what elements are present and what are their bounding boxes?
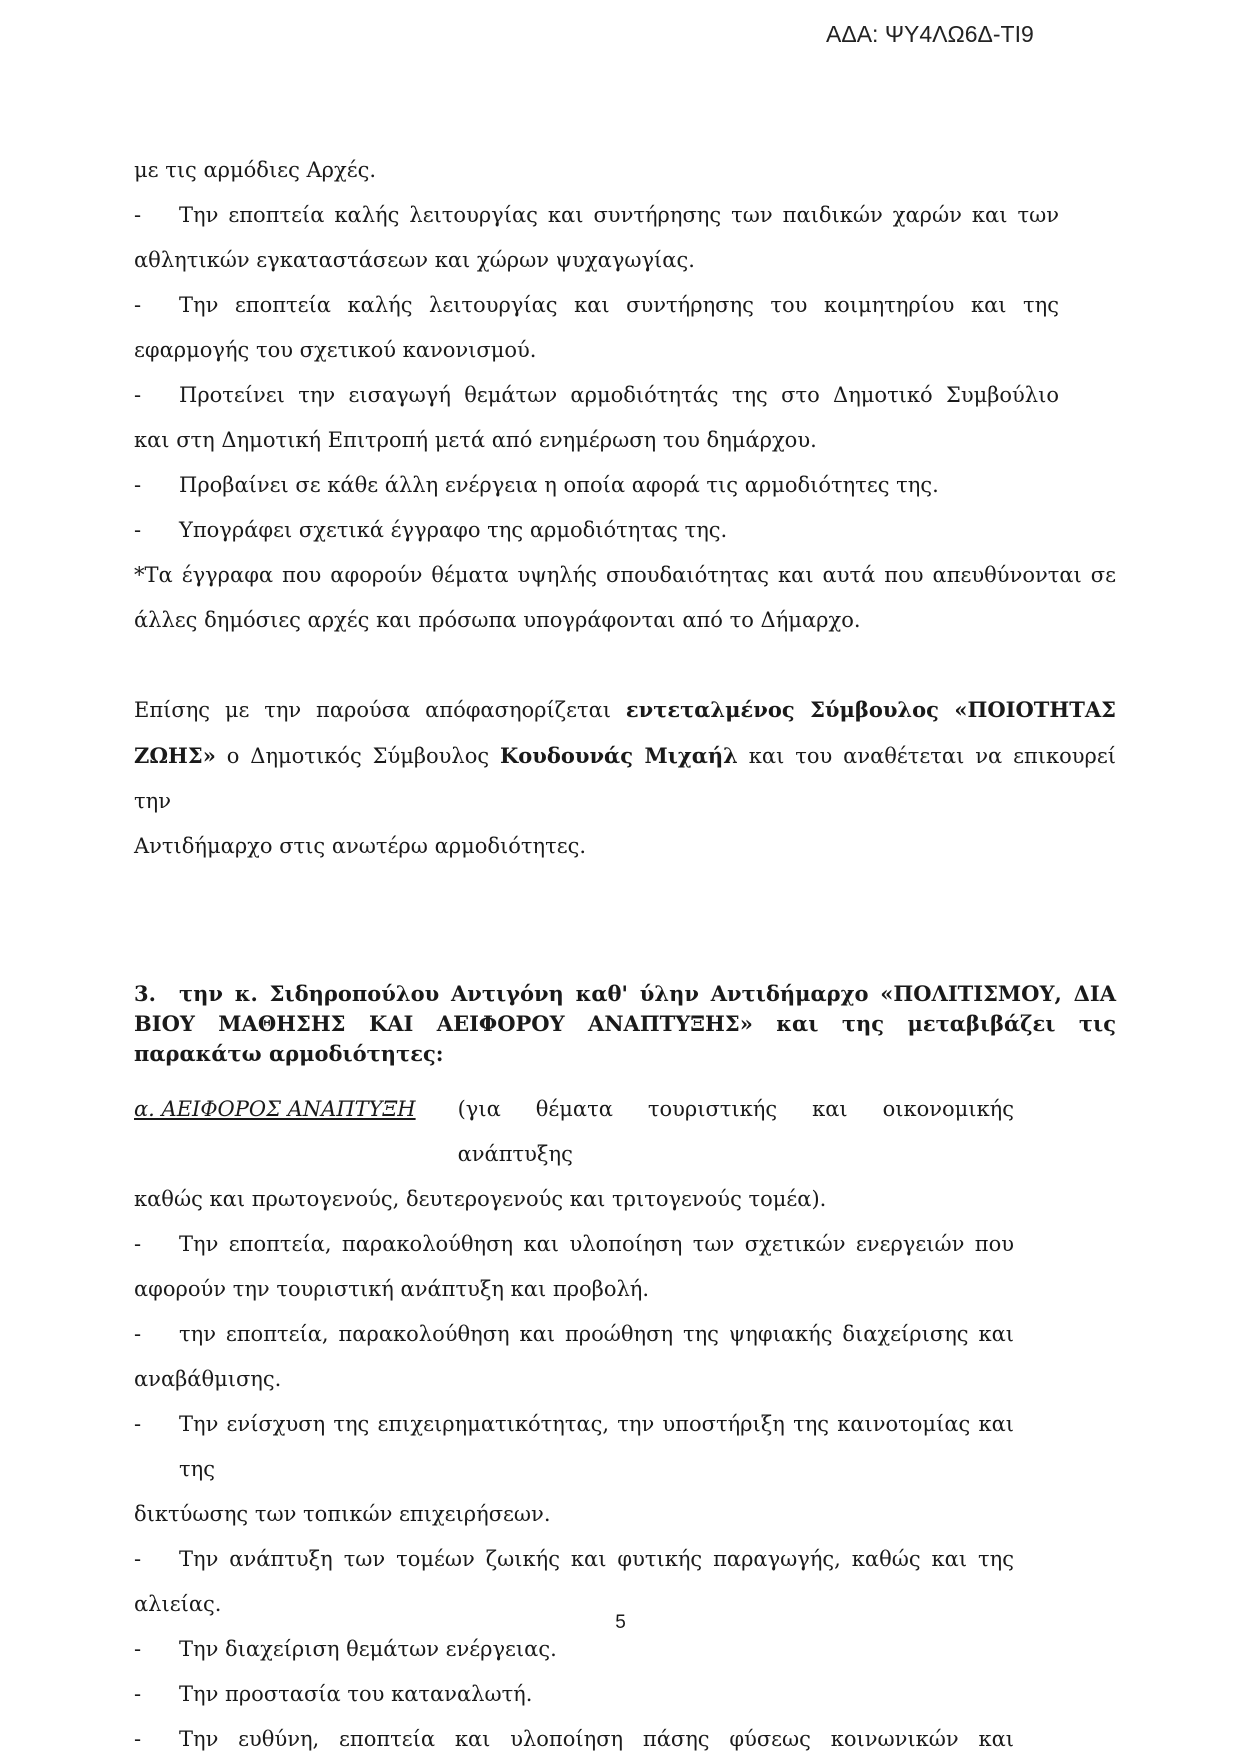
list-item	[134, 373, 1116, 418]
list-item-text: Την εποπτεία, παρακολούθηση και υλοποίηση των σχετικών ενεργειών που	[179, 1232, 1014, 1256]
heading-line	[134, 979, 1116, 1009]
list-item-text: Την ευθύνη, εποπτεία και υλοποίηση πάσης φύσεως κοινωνικών και	[179, 1727, 1014, 1751]
list-item	[134, 508, 1116, 553]
subsection-line	[134, 1087, 1014, 1177]
section-number: 3.	[134, 981, 156, 1006]
list-item	[134, 1537, 1116, 1582]
list-item	[134, 193, 1116, 238]
bold-text: ΖΩΗΣ»	[134, 743, 216, 768]
text-line: αλιείας.	[134, 1592, 222, 1616]
dash-marker: -	[134, 1682, 142, 1706]
list-item	[134, 1717, 1116, 1762]
delegation-paragraph-line	[134, 733, 1116, 824]
list-item-text: Την διαχείριση θεμάτων ενέργειας.	[179, 1637, 557, 1661]
plain-text: Επίσης με την παρούσα απόφασηορίζεται	[134, 698, 626, 722]
list-item	[134, 1672, 1116, 1717]
dash-marker: -	[134, 203, 142, 227]
dash-marker: -	[134, 1637, 142, 1661]
list-item	[134, 283, 1116, 328]
delegation-paragraph-line: Αντιδήμαρχο στις ανωτέρω αρμοδιότητες.	[134, 834, 587, 858]
list-item-text: Την ενίσχυση της επιχειρηματικότητας, την υποστήριξη της καινοτομίας και της	[179, 1412, 1014, 1481]
dash-marker: -	[134, 1412, 142, 1436]
text-line: αθλητικών εγκαταστάσεων και χώρων ψυχαγωγίας.	[134, 248, 695, 272]
list-item-text: Προτείνει την εισαγωγή θεμάτων αρμοδιότητάς της στο Δημοτικό Συμβούλιο	[179, 383, 1059, 407]
footnote-line: άλλες δημόσιες αρχές και πρόσωπα υπογράφονται από το Δήμαρχο.	[134, 608, 861, 632]
list-item	[134, 463, 1116, 508]
footnote-line: *Τα έγγραφα που αφορούν θέματα υψηλής σπουδαιότητας και αυτά που απευθύνονται σε	[134, 563, 1116, 587]
text-line: αφορούν την τουριστική ανάπτυξη και προβολή.	[134, 1277, 650, 1301]
ada-code: ΑΔΑ: ΨΥ4ΛΩ6Δ-ΤΙ9	[826, 21, 1034, 47]
list-item-text: την εποπτεία, παρακολούθηση και προώθηση της ψηφιακής διαχείρισης και	[179, 1322, 1014, 1346]
heading-line: ΒΙΟΥ ΜΑΘΗΣΗΣ ΚΑΙ ΑΕΙΦΟΡΟΥ ΑΝΑΠΤΥΞΗΣ» και της μεταβιβάζει τις	[134, 1011, 1116, 1036]
bold-text: εντεταλμένος Σύμβουλος «ΠΟΙΟΤΗΤΑΣ	[625, 697, 1116, 722]
dash-marker: -	[134, 1547, 142, 1571]
councillor-name: Κουδουνάς Μιχαήλ	[500, 743, 738, 768]
page-number: 5	[615, 1612, 626, 1633]
list-item	[134, 1402, 1116, 1492]
plain-text: και του αναθέτεται να επικουρεί την	[134, 744, 1116, 813]
list-item-text: Την εποπτεία καλής λειτουργίας και συντήρησης των παιδικών χαρών και των	[179, 203, 1059, 227]
text-line: αναβάθμισης.	[134, 1367, 282, 1391]
list-item-text: Την προστασία του καταναλωτή.	[179, 1682, 533, 1706]
dash-marker: -	[134, 1727, 142, 1751]
text-line: καθώς και πρωτογενούς, δευτερογενούς και τριτογενούς τομέα).	[134, 1187, 827, 1211]
dash-marker: -	[134, 473, 142, 497]
list-item-text: Την εποπτεία καλής λειτουργίας και συντήρησης του κοιμητηρίου και της	[179, 293, 1059, 317]
list-item-text: Υπογράφει σχετικά έγγραφο της αρμοδιότητας της.	[179, 518, 728, 542]
plain-text: ο Δημοτικός Σύμβουλος	[215, 744, 501, 768]
list-item-text: Προβαίνει σε κάθε άλλη ενέργεια η οποία αφορά τις αρμοδιότητες της.	[179, 473, 939, 497]
delegation-paragraph-line	[134, 687, 1116, 733]
subsection-description: (για θέματα τουριστικής και οικονομικής ανάπτυξης	[457, 1097, 1014, 1166]
dash-marker: -	[134, 518, 142, 542]
dash-marker: -	[134, 293, 142, 317]
dash-marker: -	[134, 1322, 142, 1346]
subsection-title: α. ΑΕΙΦΟΡΟΣ ΑΝΑΠΤΥΞΗ	[134, 1097, 416, 1121]
heading-text: την κ. Σιδηροπούλου Αντιγόνη καθ' ύλην Αντιδήμαρχο «ΠΟΛΙΤΙΣΜΟΥ, ΔΙΑ	[179, 981, 1116, 1006]
text-line: εφαρμογής του σχετικού κανονισμού.	[134, 338, 537, 362]
list-item	[134, 1312, 1116, 1357]
text-line: και στη Δημοτική Επιτροπή μετά από ενημέρωση του δημάρχου.	[134, 428, 817, 452]
dash-marker: -	[134, 1232, 142, 1256]
document-body	[134, 148, 1116, 1762]
list-item-text: Την ανάπτυξη των τομέων ζωικής και φυτικής παραγωγής, καθώς και της	[179, 1547, 1014, 1571]
section-heading	[134, 979, 1116, 1069]
text-line: με τις αρμόδιες Αρχές.	[134, 158, 377, 182]
dash-marker: -	[134, 383, 142, 407]
list-item	[134, 1222, 1116, 1267]
heading-line: παρακάτω αρμοδιότητες:	[134, 1041, 444, 1066]
text-line: δικτύωσης των τοπικών επιχειρήσεων.	[134, 1502, 551, 1526]
